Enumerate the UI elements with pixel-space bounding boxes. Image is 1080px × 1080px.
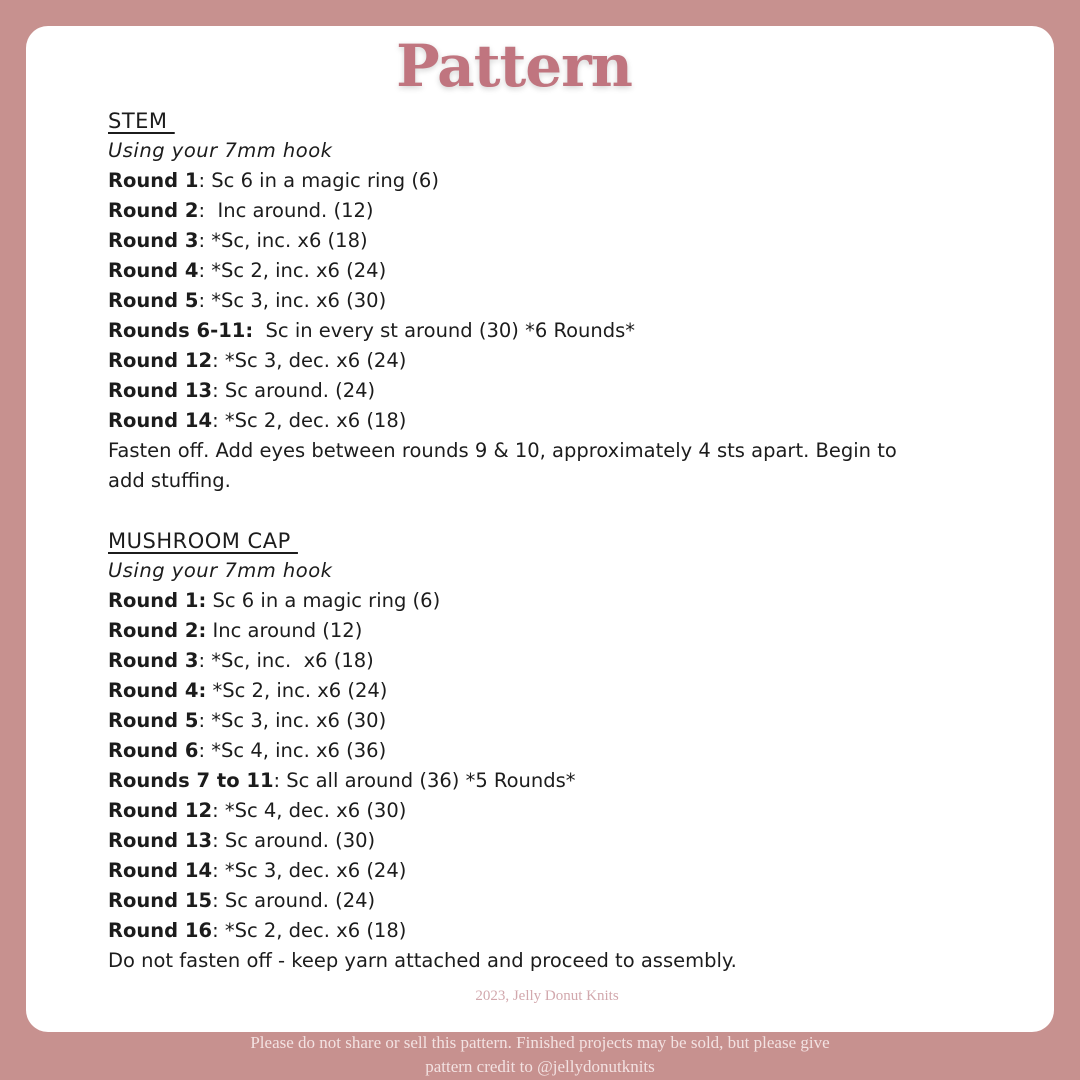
stem-round: Rounds 6-11: Sc in every st around (30) *6 Rounds* — [108, 319, 636, 342]
cap-round: Round 1: Sc 6 in a magic ring (6) — [108, 589, 441, 612]
cap-round: Round 4: *Sc 2, inc. x6 (24) — [108, 679, 388, 702]
stem-round: Round 1: Sc 6 in a magic ring (6) — [108, 169, 439, 192]
footer-line-1: Please do not share or sell this pattern. Finished projects may be sold, but please give — [250, 1033, 830, 1052]
cap-round: Round 13: Sc around. (30) — [108, 829, 376, 852]
cap-round: Rounds 7 to 11: Sc all around (36) *5 Rounds* — [108, 769, 576, 792]
cap-round: Round 16: *Sc 2, dec. x6 (18) — [108, 919, 407, 942]
stem-section — [108, 106, 938, 496]
stem-heading: STEM — [108, 109, 175, 133]
page-title-text: Pattern — [396, 32, 632, 100]
cap-round: Round 15: Sc around. (24) — [108, 889, 376, 912]
page-title — [26, 32, 1054, 100]
cap-round: Round 6: *Sc 4, inc. x6 (36) — [108, 739, 387, 762]
cap-round: Round 3: *Sc, inc. x6 (18) — [108, 649, 374, 672]
footer-line-2: pattern credit to @jellydonutknits — [425, 1057, 655, 1076]
stem-round: Round 4: *Sc 2, inc. x6 (24) — [108, 259, 387, 282]
cap-round: Round 14: *Sc 3, dec. x6 (24) — [108, 859, 407, 882]
stem-finish-note: Fasten off. Add eyes between rounds 9 & 10, approximately 4 sts apart. Begin to — [108, 439, 897, 462]
footer-disclaimer — [0, 1031, 1080, 1079]
stem-round: Round 14: *Sc 2, dec. x6 (18) — [108, 409, 407, 432]
cap-section — [108, 526, 938, 976]
copyright-notice — [26, 988, 1054, 1005]
stem-round: Round 5: *Sc 3, inc. x6 (30) — [108, 289, 387, 312]
stem-round: Round 3: *Sc, inc. x6 (18) — [108, 229, 368, 252]
cap-round: Round 2: Inc around (12) — [108, 619, 363, 642]
stem-round: Round 13: Sc around. (24) — [108, 379, 376, 402]
section-spacer — [108, 496, 938, 526]
copyright-text: 2023, Jelly Donut Knits — [475, 988, 619, 1004]
cap-finish-note: Do not fasten off - keep yarn attached and proceed to assembly. — [108, 949, 737, 972]
cap-heading: MUSHROOM CAP — [108, 529, 298, 553]
stem-finish-note-cont: add stuffing. — [108, 469, 231, 492]
pattern-card — [26, 26, 1054, 1032]
cap-round: Round 12: *Sc 4, dec. x6 (30) — [108, 799, 407, 822]
cap-hook-note: Using your 7mm hook — [108, 559, 333, 582]
pattern-content — [108, 106, 938, 976]
stem-round: Round 12: *Sc 3, dec. x6 (24) — [108, 349, 407, 372]
cap-round: Round 5: *Sc 3, inc. x6 (30) — [108, 709, 387, 732]
stem-hook-note: Using your 7mm hook — [108, 139, 333, 162]
stem-round: Round 2: Inc around. (12) — [108, 199, 374, 222]
